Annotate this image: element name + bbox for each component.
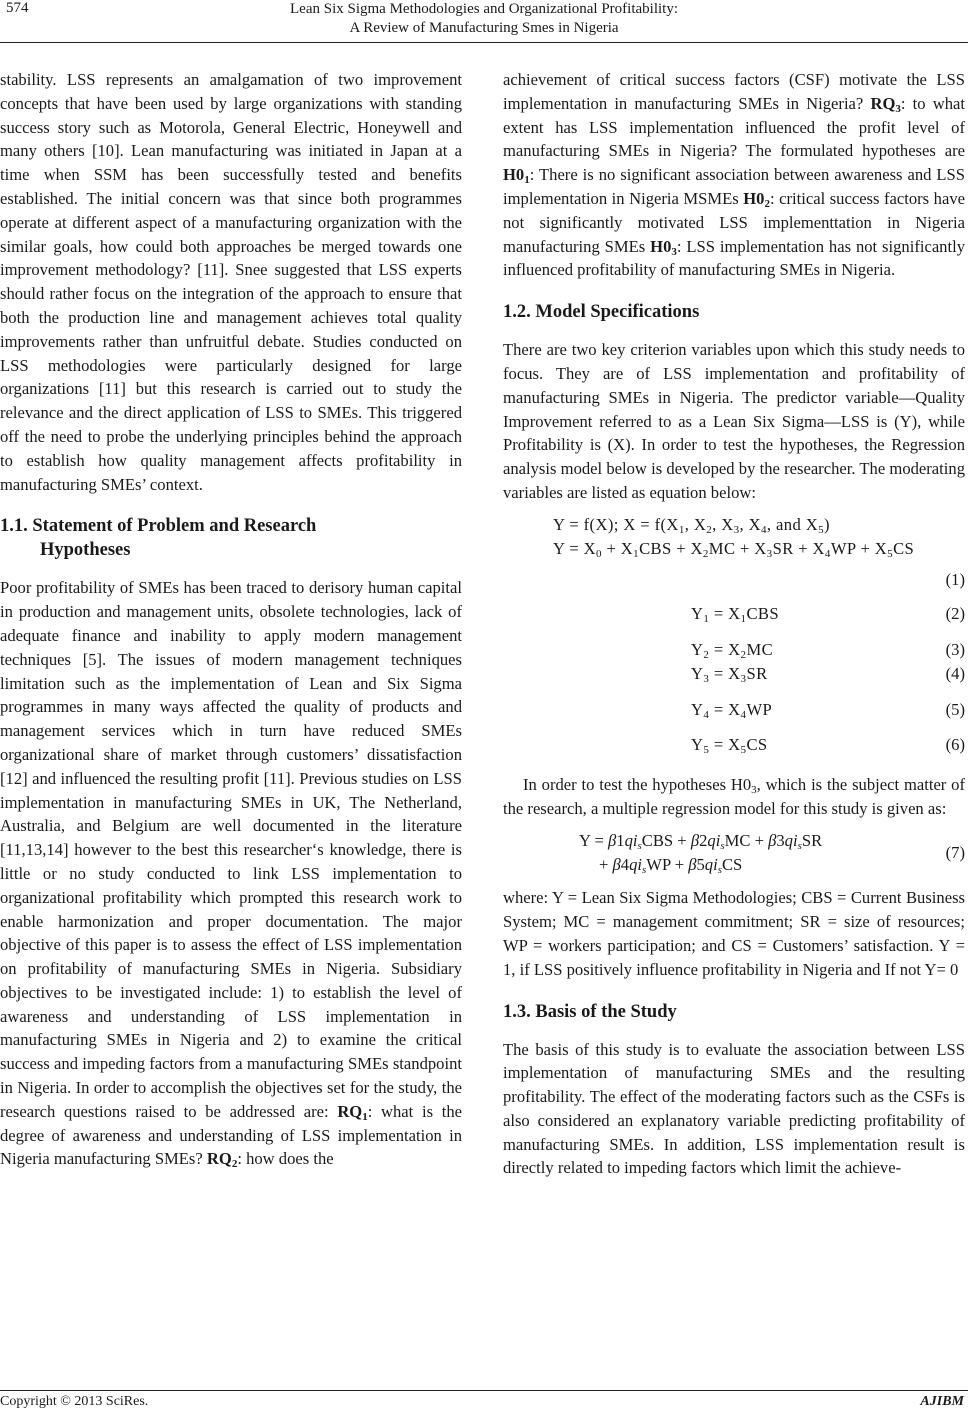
copyright-notice: Copyright © 2013 SciRes. <box>0 1394 149 1409</box>
equation-2: $Y_1 = X_1CBS$ (2) <box>691 604 965 626</box>
section-heading-1-2: 1.2. Model Specifications <box>503 302 700 323</box>
section-heading-1-1: 1.1. Statement of Problem and Research Hypotheses <box>0 516 317 561</box>
running-header-line2: A Review of Manufacturing Smes in Nigeria <box>349 20 619 36</box>
equation-number: (1) <box>945 570 965 590</box>
equation-3: $Y_2 = X_2MC$ (3) <box>691 639 965 661</box>
basis-paragraph: The basis of this study is to evaluate the association between LSS implementation of manufacturing SMEs and the resulting profitability. The effect of the moderating factors such as the CSFs is also considered an explanatory variable predicting profitability of manufacturing SMEs. In addition, LSS implementation result is directly related to impeding factors which limit the achieve- <box>503 1039 965 1178</box>
header-rule <box>0 42 968 43</box>
running-header <box>0 0 968 38</box>
regression-intro-paragraph: In order to test the hypotheses $H0_3$, which is the subject matter of the research, a multiple regression model for this study is given as: <box>503 775 966 818</box>
equation-1: Y = f(X); $X = f(X_1$, $X_2$, $X_3$, $X_4$, and $X_5$) $Y = X_0 + X_1CBS + X_2MC + X_3SR + X_4WP + X_5CS$ (1) <box>503 513 965 592</box>
footer-rule <box>0 1390 968 1391</box>
left-column <box>0 68 462 1171</box>
rq1-label: $RQ_1$ <box>337 1101 368 1123</box>
page-number: 574 <box>6 0 29 16</box>
h03-label: $H0_3$ <box>650 236 677 258</box>
h02-label: $H0_2$ <box>743 188 770 210</box>
journal-abbreviation: AJIBM <box>920 1394 964 1409</box>
equation-7: $Y = \beta 1qi_sCBS + \beta 2qi_sMC + \beta 3qi_sSR$ + $\beta 4qi_sWP + \beta 5qi_sCS$ (7) <box>579 830 965 876</box>
equation-5: $Y_4 = X_4WP$ (5) <box>691 699 965 721</box>
equation-4: $Y_3 = X_3SR$ (4) <box>691 663 965 685</box>
equation-6: $Y_5 = X_5CS$ (6) <box>691 735 965 757</box>
problem-paragraph: Poor profitability of SMEs has been traced to derisory human capital in production and management units, obsolete technologies, lack of adequate finance and inability to apply modern management techniques [5]. The issues of modern management techniques limitation such as the implementation of Lean and Six Sigma programmes in many ways affected the quality of products and management services which in turn have reduced SMEs organizational share of market through customers’ dissatisfaction [12] and influenced the resulting profit [11]. Previous studies on LSS implementation in manufacturing SMEs in UK, The Netherland, Australia, and Belgium are well documented in the literature [11,13,14] however to the best this researcher‘s knowledge, there is little or no study conducted to link LSS implementation to organizational profitability which prompted this research work to enable harmonization and proper documentation. The major objective of this paper is to assess the effect of LSS implementation on profitability of manufacturing SMEs in Nigeria. Subsidiary objectives to be investigated include: 1) to establish the level of awareness and understanding of LSS implementation in manufacturing SMEs in Nigeria and 2) to examine the critical success and impeding factors from a manufacturing SMEs standpoint in Nigeria. In order to accomplish the objectives set for the study, the research questions raised to be addressed are: $RQ_1$: what is the degree of awareness and understanding of LSS implementation in Nigeria manufacturing SMEs? $RQ_2$: how does the <box>0 578 462 1171</box>
intro-paragraph: stability. LSS represents an amalgamation of two improvement concepts that have been used by large organizations with standing success story such as Motorola, General Electric, Honeywell and many others [10]. Lean manufacturing was initiated in Japan at a time when SSM has been successfully tested and benefits established. The initial concern was that since both programmes operate at different aspect of a manufacturing organization with the similar goals, how could both approaches be merged towards one improvement methodology? [11]. Snee suggested that LSS experts should rather focus on the integration of the approach to ensure that both the production line and management achieves total quality improvements rather than unfruitful debate. Studies conducted on LSS methodologies were particularly designed for large organizations [11] but this research is carried out to study the relevance and the direct application of LSS to SMEs. This triggered off the need to probe the underlying principles behind the approach to establish how quality management affects profitability in manufacturing SMEs’ context. <box>0 70 462 494</box>
variable-definitions-paragraph: where: Y = Lean Six Sigma Methodologies; CBS = Current Business System; MC = management commitment; SR = size of resources; WP = workers participation; and CS = Customers’ satisfaction. Y = 1, if LSS positively influence profitability in Nigeria and If not Y= 0 <box>503 888 965 979</box>
section-heading-1-3: 1.3. Basis of the Study <box>503 1001 677 1022</box>
model-paragraph: There are two key criterion variables upon which this study needs to focus. They are of LSS implementation and profitability of manufacturing SMEs in Nigeria. The predictor variable—Quality Improvement referred to as a Lean Six Sigma—LSS is (Y), while Profitability is (X). In order to test the hypotheses, the Regression analysis model below is developed by the researcher. The moderating variables are listed as equation below: <box>503 340 965 502</box>
right-column <box>503 68 965 1180</box>
hypotheses-paragraph: achievement of critical success factors (CSF) motivate the LSS implementation in manufacturing SMEs in Nigeria? $RQ_3$: to what extent has LSS implementation influenced the profit level of manufacturing SMEs in Nigeria? The formulated hypotheses are $H0_1$: There is no significant association between awareness and LSS implementation in Nigeria MSMEs $H0_2$: critical success factors have not significantly motivated LSS implementtation in Nigeria manufacturing SMEs $H0_3$: LSS implementation has not significantly influenced profitability of manufacturing SMEs in Nigeria. <box>503 70 965 280</box>
running-header-line1: Lean Six Sigma Methodologies and Organizational Profitability: <box>290 1 678 17</box>
rq2-label: $RQ_2$ <box>206 1149 238 1171</box>
rq3-label: $RQ_3$ <box>870 93 901 115</box>
h01-label: $H0_1$ <box>503 165 530 187</box>
